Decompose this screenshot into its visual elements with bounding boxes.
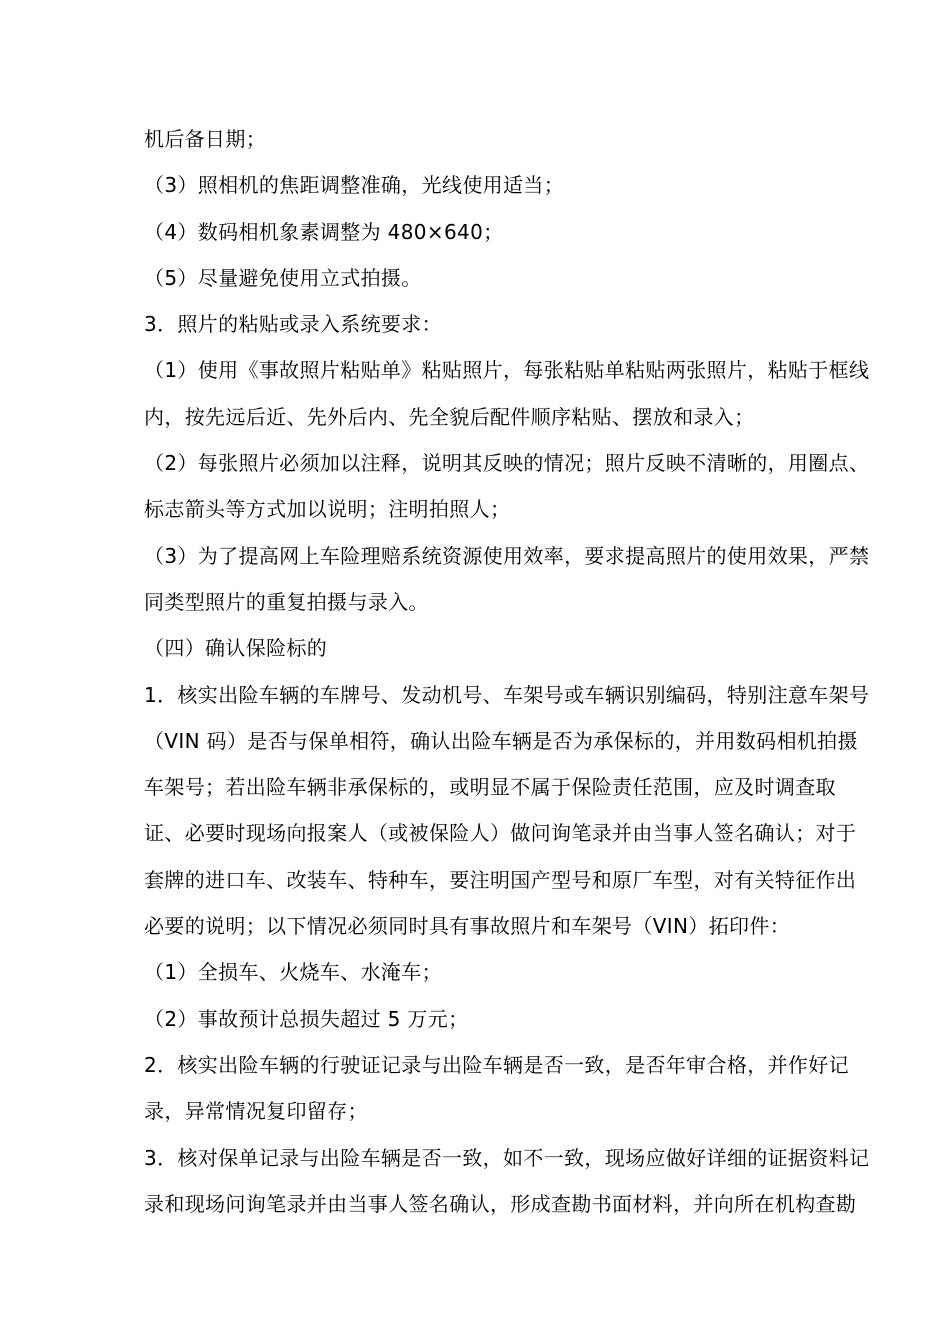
text-line: 证、必要时现场向报案人（或被保险人）做问询笔录并由当事人签名确认；对于: [144, 821, 857, 846]
text-line: 必要的说明；以下情况必须同时具有事故照片和车架号（VIN）拓印件：: [144, 914, 791, 939]
text-line: 套牌的进口车、改装车、特种车，要注明国产型号和原厂车型，对有关特征作出: [144, 867, 857, 892]
text-line: 1．核实出险车辆的车牌号、发动机号、车架号或车辆识别编码，特别注意车架号: [144, 682, 870, 707]
document-body: [144, 116, 940, 1227]
text-line: 车架号；若出险车辆非承保标的，或明显不属于保险责任范围，应及时调查取: [144, 775, 836, 800]
text-line: 内，按先远后近、先外后内、先全貌后配件顺序粘贴、摆放和录入；: [144, 404, 755, 429]
text-line: 3．核对保单记录与出险车辆是否一致，如不一致，现场应做好详细的证据资料记: [144, 1145, 870, 1170]
text-line: （四）确认保险标的: [144, 636, 328, 661]
text-line: （1）全损车、火烧车、水淹车；: [144, 960, 442, 985]
text-line: （4）数码相机象素调整为 480×640；: [144, 219, 504, 244]
text-line: 机后备日期；: [144, 127, 267, 151]
text-line: （1）使用《事故照片粘贴单》粘贴照片，每张粘贴单粘贴两张照片，粘贴于框线: [144, 358, 870, 383]
text-line: （5）尽量避免使用立式拍摄。: [144, 265, 422, 290]
text-line: （2）每张照片必须加以注释，说明其反映的情况；照片反映不清晰的，用圈点、: [144, 451, 870, 476]
text-line: 同类型照片的重复拍摄与录入。: [144, 589, 429, 614]
text-line: （VIN 码）是否与保单相符，确认出险车辆是否为承保标的，并用数码相机拍摄: [144, 728, 858, 753]
text-line: 标志箭头等方式加以说明；注明拍照人；: [144, 497, 511, 522]
text-line: 录和现场问询笔录并由当事人签名确认，形成查勘书面材料，并向所在机构查勘: [144, 1191, 857, 1216]
text-line: 2．核实出险车辆的行驶证记录与出险车辆是否一致，是否年审合格，并作好记: [144, 1052, 849, 1077]
text-line: 录，异常情况复印留存；: [144, 1099, 368, 1124]
text-line: （2）事故预计总损失超过 5 万元；: [144, 1006, 469, 1031]
text-line: 3．照片的粘贴或录入系统要求：: [144, 312, 442, 337]
text-line: （3）照相机的焦距调整准确，光线使用适当；: [144, 173, 565, 198]
text-line: （3）为了提高网上车险理赔系统资源使用效率，要求提高照片的使用效果，严禁: [144, 543, 870, 568]
